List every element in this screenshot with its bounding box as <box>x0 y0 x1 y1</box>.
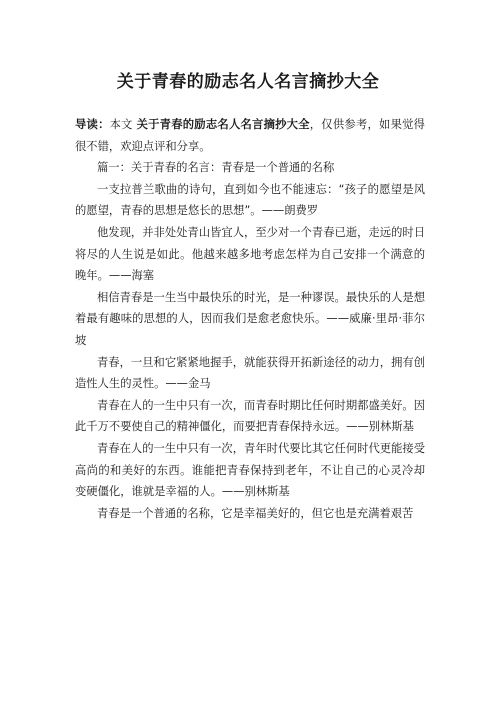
quote-paragraph: 他发现，并非处处青山皆宜人，至少对一个青春已逝，走远的时日将尽的人生说是如此。他越来越多地考虑怎样为自己安排一个满意的晚年。——海塞 <box>75 225 425 283</box>
lead-suffix: ，仅供参考，如果觉得很不错，欢迎点评和分享。 <box>75 118 425 153</box>
quote-paragraph: 青春，一旦和它紧紧地握手，就能获得开拓新途径的动力，拥有创造性人生的灵性。——金马 <box>75 355 425 391</box>
lead-prefix: 本文 <box>109 118 137 131</box>
lead-paragraph <box>75 114 425 157</box>
lead-strong-title: 关于青春的励志名人名言摘抄大全 <box>136 118 310 131</box>
document-body <box>75 114 425 524</box>
quote-paragraph: 青春是一个普通的名称，它是幸福美好的，但它也是充满着艰苦 <box>97 506 414 520</box>
lead-label: 导读： <box>75 118 110 131</box>
quote-paragraph: 相信青春是一生当中最快乐的时光，是一种谬误。最快乐的人是想着最有趣味的思想的人，因而我们是愈老愈快乐。——威廉·里昂·菲尔坡 <box>75 290 425 347</box>
quote-paragraph: 青春在人的一生中只有一次，青年时代要比其它任何时代更能接受高尚的和美好的东西。谁能把青春保持到老年，不让自己的心灵冷却变硬僵化，谁就是幸福的人。——别林斯基 <box>75 441 425 499</box>
section-heading: 篇一：关于青春的名言：青春是一个普通的名称 <box>97 161 335 175</box>
quote-paragraph: 一支拉普兰歌曲的诗句，直到如今也不能速忘：“孩子的愿望是风的愿望，青春的思想是悠长的思想”。——朗费罗 <box>75 182 425 218</box>
quote-paragraph: 青春在人的一生中只有一次，而青春时期比任何时期都盛美好。因此千万不要使自己的精神僵化，而要把青春保持永远。——别林斯基 <box>75 398 425 434</box>
document-title: 关于青春的励志名人名言摘抄大全 <box>116 72 380 92</box>
